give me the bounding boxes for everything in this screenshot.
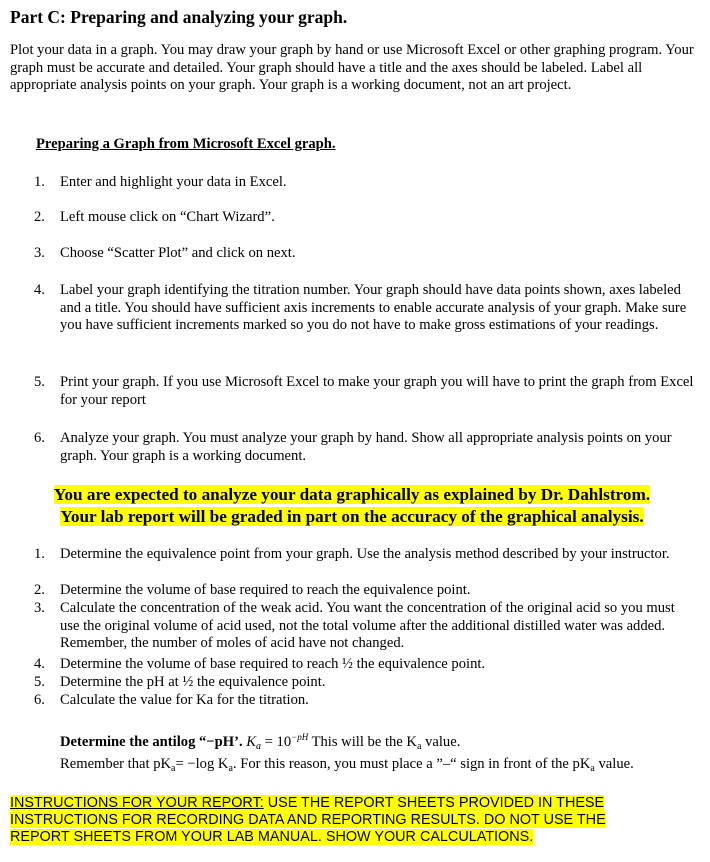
report-heading: INSTRUCTIONS FOR YOUR REPORT: (10, 795, 264, 811)
step-text: Left mouse click on “Chart Wizard”. (60, 209, 275, 225)
step-number: 2. (34, 582, 45, 598)
step-text: Determine the equivalence point from your graph. Use the analysis method described by your instructor. (60, 546, 670, 562)
antilog-tail-end: value. (421, 734, 461, 750)
step-text: Analyze your graph. You must analyze your graph by hand. Show all appropriate analysis points on your graph. Your graph is a working document. (60, 430, 672, 464)
reminder-sub-2: a (228, 763, 233, 774)
antilog-tail: This will be the K (308, 734, 417, 750)
step-text: Calculate the concentration of the weak acid. You want the concentration of the original acid so you must use the original volume of acid used, not the total volume after the additional distilled water was added. Remember, the number of moles of acid have not changed. (60, 600, 675, 651)
excel-step-1 (34, 174, 694, 192)
excel-step-4 (34, 282, 694, 335)
ka-symbol: K (246, 734, 256, 750)
excel-step-3 (34, 245, 694, 263)
notice-line-1: You are expected to analyze your data graphically as explained by Dr. Dahlstrom. (53, 485, 651, 504)
excel-step-2 (34, 209, 694, 227)
report-line-3: REPORT SHEETS FROM YOUR LAB MANUAL. SHOW YOUR CALCULATIONS. (10, 829, 534, 845)
ka-exponent: −pH (291, 732, 309, 743)
analysis-step-2 (34, 582, 694, 600)
reminder-sub-1: a (171, 763, 176, 774)
ka-subscript: a (256, 741, 261, 752)
ka-equals: = 10 (261, 734, 292, 750)
step-text: Print your graph. If you use Microsoft Excel to make your graph you will have to print the graph from Excel for your report (60, 374, 694, 408)
step-number: 6. (34, 692, 45, 708)
step-text: Calculate the value for Ka for the titration. (60, 692, 309, 708)
step-number: 3. (34, 245, 45, 261)
step-number: 1. (34, 546, 45, 562)
report-line-1: USE THE REPORT SHEETS PROVIDED IN THESE (263, 795, 605, 811)
reminder-part-4: value. (594, 756, 634, 772)
step-number: 4. (34, 282, 45, 298)
antilog-tail-subscript: a (416, 741, 422, 752)
step-text: Label your graph identifying the titration number. Your graph should have data points shown, axes labeled and a title. You should have sufficient axis increments to enable accurate analysis of your graph. Make sure you have sufficient increments marked so you do not have to make gross estimations of your readings. (60, 282, 687, 333)
analysis-step-6 (34, 692, 694, 710)
step-number: 5. (34, 374, 45, 390)
step-number: 4. (34, 656, 45, 672)
step-text: Enter and highlight your data in Excel. (60, 174, 287, 190)
reminder-part-3: . For this reason, you must place a ”–“ sign in front of the pK (232, 756, 591, 772)
excel-step-5 (34, 374, 694, 409)
notice-line-2: Your lab report will be graded in part on the accuracy of the graphical analysis. (60, 506, 644, 526)
report-line-2: INSTRUCTIONS FOR RECORDING DATA AND REPORTING RESULTS. DO NOT USE THE (10, 812, 606, 828)
antilog-instruction (60, 734, 460, 752)
pka-reminder (60, 756, 634, 774)
step-text: Determine the volume of base required to reach ½ the equivalence point. (60, 656, 486, 672)
reminder-part-2: = −log K (175, 756, 229, 772)
step-number: 3. (34, 600, 45, 616)
step-number: 5. (34, 674, 45, 690)
step-text: Determine the pH at ½ the equivalence point. (60, 674, 326, 690)
analysis-step-3 (34, 600, 694, 653)
report-instructions (10, 795, 700, 846)
step-number: 2. (34, 209, 45, 225)
reminder-part-1: Remember that pK (60, 756, 172, 772)
page-title: Part C: Preparing and analyzing your graph. (10, 7, 348, 27)
excel-step-6 (34, 430, 694, 465)
analysis-step-1 (34, 546, 694, 564)
step-text: Determine the volume of base required to reach the equivalence point. (60, 582, 471, 598)
reminder-sub-3: a (590, 763, 595, 774)
intro-paragraph: Plot your data in a graph. You may draw your graph by hand or use Microsoft Excel or other graphing program. Your graph must be accurate and detailed. Your graph should have a title and the axes should be labeled. Label all appropriate analysis points on your graph. Your graph is a working document, not an art project. (10, 42, 694, 93)
step-number: 1. (34, 174, 45, 190)
analysis-step-4 (34, 656, 694, 674)
antilog-bold: Determine the antilog “−pH’. (60, 734, 243, 750)
analysis-step-5 (34, 674, 694, 692)
highlighted-notice (22, 484, 682, 527)
step-text: Choose “Scatter Plot” and click on next. (60, 245, 296, 261)
step-number: 6. (34, 430, 45, 446)
excel-section-heading: Preparing a Graph from Microsoft Excel graph. (36, 136, 336, 152)
